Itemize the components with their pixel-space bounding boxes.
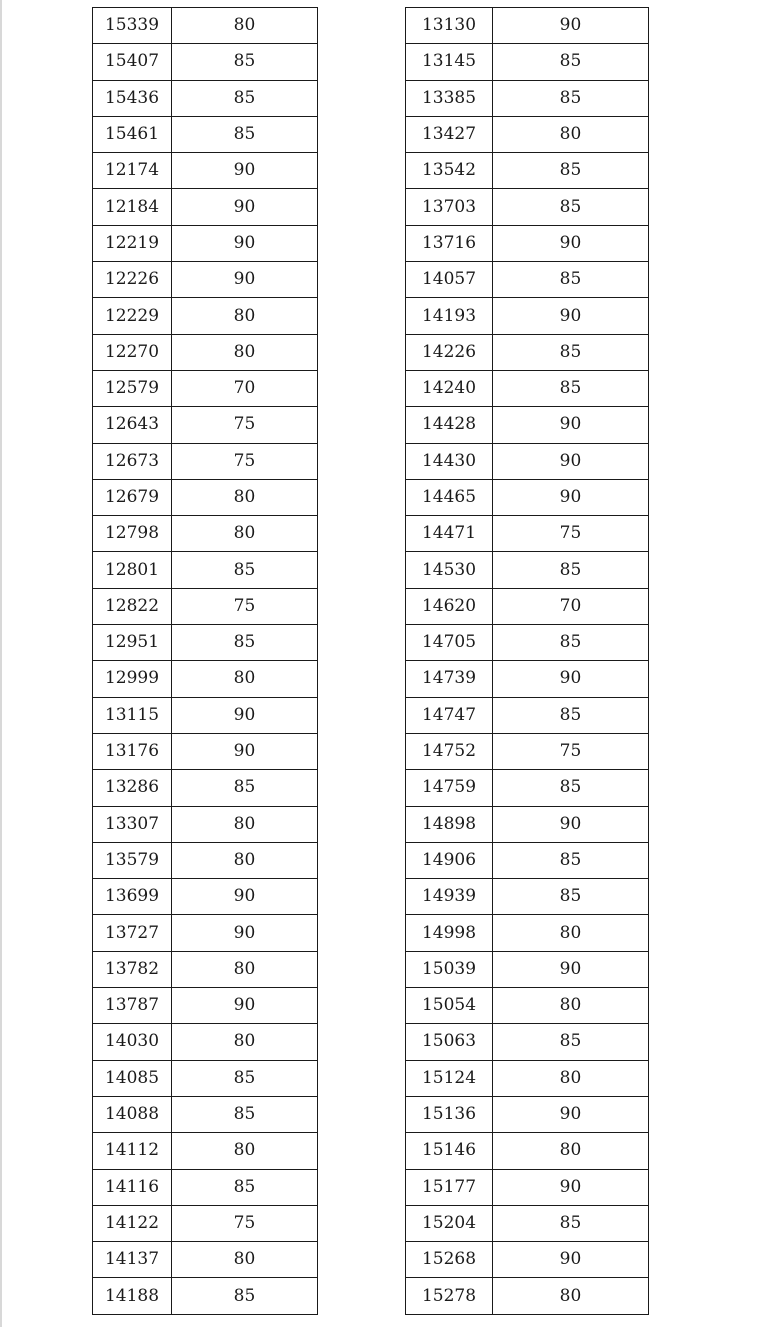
id-cell: 14739 bbox=[406, 661, 493, 697]
table-row bbox=[406, 1133, 649, 1169]
id-cell: 13579 bbox=[93, 842, 172, 878]
table-row bbox=[93, 733, 318, 769]
table-row bbox=[93, 116, 318, 152]
score-cell: 85 bbox=[172, 44, 318, 80]
score-cell: 80 bbox=[172, 1242, 318, 1278]
score-cell: 90 bbox=[493, 951, 649, 987]
id-cell: 12184 bbox=[93, 189, 172, 225]
table-row bbox=[93, 915, 318, 951]
table-row bbox=[93, 625, 318, 661]
table-row bbox=[406, 116, 649, 152]
score-cell: 75 bbox=[172, 1205, 318, 1241]
score-cell: 85 bbox=[172, 1169, 318, 1205]
id-cell: 14122 bbox=[93, 1205, 172, 1241]
score-cell: 85 bbox=[493, 770, 649, 806]
score-cell: 85 bbox=[493, 879, 649, 915]
table-row bbox=[93, 1278, 318, 1314]
id-cell: 14530 bbox=[406, 552, 493, 588]
id-cell: 14428 bbox=[406, 407, 493, 443]
score-cell: 90 bbox=[172, 697, 318, 733]
id-cell: 14939 bbox=[406, 879, 493, 915]
table-row bbox=[93, 407, 318, 443]
score-cell: 85 bbox=[493, 334, 649, 370]
score-cell: 85 bbox=[493, 189, 649, 225]
id-cell: 15054 bbox=[406, 988, 493, 1024]
table-row bbox=[406, 516, 649, 552]
table-row bbox=[93, 770, 318, 806]
table-row bbox=[93, 8, 318, 44]
score-cell: 80 bbox=[172, 806, 318, 842]
id-cell: 12679 bbox=[93, 479, 172, 515]
score-cell: 90 bbox=[493, 298, 649, 334]
id-cell: 12579 bbox=[93, 370, 172, 406]
id-cell: 14137 bbox=[93, 1242, 172, 1278]
id-cell: 12822 bbox=[93, 588, 172, 624]
score-cell: 85 bbox=[493, 262, 649, 298]
table-row bbox=[93, 262, 318, 298]
id-cell: 15136 bbox=[406, 1096, 493, 1132]
table-row bbox=[93, 661, 318, 697]
score-cell: 80 bbox=[172, 516, 318, 552]
score-cell: 75 bbox=[172, 443, 318, 479]
table-row bbox=[406, 1242, 649, 1278]
table-row bbox=[93, 443, 318, 479]
table-row bbox=[93, 806, 318, 842]
score-cell: 90 bbox=[493, 661, 649, 697]
table-row bbox=[406, 588, 649, 624]
score-cell: 80 bbox=[172, 479, 318, 515]
table-row bbox=[93, 1242, 318, 1278]
id-cell: 14240 bbox=[406, 370, 493, 406]
id-cell: 14471 bbox=[406, 516, 493, 552]
id-cell: 14193 bbox=[406, 298, 493, 334]
table-row bbox=[406, 697, 649, 733]
id-cell: 14085 bbox=[93, 1060, 172, 1096]
table-row bbox=[93, 588, 318, 624]
id-cell: 15339 bbox=[93, 8, 172, 44]
score-cell: 80 bbox=[493, 1133, 649, 1169]
score-cell: 85 bbox=[172, 552, 318, 588]
id-cell: 15268 bbox=[406, 1242, 493, 1278]
id-cell: 13703 bbox=[406, 189, 493, 225]
score-cell: 85 bbox=[493, 625, 649, 661]
id-cell: 12174 bbox=[93, 153, 172, 189]
table-row bbox=[93, 44, 318, 80]
id-cell: 14705 bbox=[406, 625, 493, 661]
table-row bbox=[93, 842, 318, 878]
score-cell: 80 bbox=[172, 8, 318, 44]
id-cell: 14188 bbox=[93, 1278, 172, 1314]
score-cell: 90 bbox=[172, 733, 318, 769]
id-cell: 13286 bbox=[93, 770, 172, 806]
score-cell: 80 bbox=[172, 1133, 318, 1169]
table-row bbox=[93, 189, 318, 225]
score-cell: 80 bbox=[493, 1060, 649, 1096]
id-cell: 14226 bbox=[406, 334, 493, 370]
table-row bbox=[93, 1096, 318, 1132]
table-row bbox=[406, 915, 649, 951]
id-cell: 14906 bbox=[406, 842, 493, 878]
table-row bbox=[93, 1060, 318, 1096]
id-cell: 12999 bbox=[93, 661, 172, 697]
id-cell: 13782 bbox=[93, 951, 172, 987]
score-cell: 85 bbox=[172, 770, 318, 806]
score-cell: 90 bbox=[172, 262, 318, 298]
score-cell: 90 bbox=[172, 988, 318, 1024]
score-cell: 80 bbox=[172, 1024, 318, 1060]
table-row bbox=[406, 806, 649, 842]
table-row bbox=[93, 1205, 318, 1241]
id-cell: 14620 bbox=[406, 588, 493, 624]
table-row bbox=[93, 334, 318, 370]
table-row bbox=[93, 516, 318, 552]
score-cell: 90 bbox=[172, 189, 318, 225]
id-cell: 15146 bbox=[406, 1133, 493, 1169]
score-cell: 85 bbox=[493, 697, 649, 733]
id-cell: 14747 bbox=[406, 697, 493, 733]
id-cell: 12219 bbox=[93, 225, 172, 261]
id-cell: 13145 bbox=[406, 44, 493, 80]
table-row bbox=[406, 625, 649, 661]
id-cell: 14112 bbox=[93, 1133, 172, 1169]
id-cell: 12798 bbox=[93, 516, 172, 552]
table-row bbox=[93, 1133, 318, 1169]
table-row bbox=[93, 697, 318, 733]
table-row bbox=[93, 479, 318, 515]
table-row bbox=[406, 225, 649, 261]
score-cell: 90 bbox=[493, 1242, 649, 1278]
table-row bbox=[93, 951, 318, 987]
score-cell: 80 bbox=[172, 842, 318, 878]
score-cell: 75 bbox=[172, 407, 318, 443]
table-row bbox=[406, 661, 649, 697]
table-row bbox=[406, 262, 649, 298]
id-cell: 15436 bbox=[93, 80, 172, 116]
table-row bbox=[406, 770, 649, 806]
score-cell: 90 bbox=[493, 1169, 649, 1205]
score-cell: 85 bbox=[172, 116, 318, 152]
score-cell: 90 bbox=[493, 225, 649, 261]
score-cell: 85 bbox=[493, 153, 649, 189]
score-cell: 80 bbox=[172, 661, 318, 697]
table-row bbox=[406, 988, 649, 1024]
id-cell: 15461 bbox=[93, 116, 172, 152]
id-cell: 13427 bbox=[406, 116, 493, 152]
score-cell: 90 bbox=[493, 407, 649, 443]
table-row bbox=[406, 44, 649, 80]
id-cell: 14088 bbox=[93, 1096, 172, 1132]
score-table-left bbox=[92, 7, 318, 1315]
id-cell: 14057 bbox=[406, 262, 493, 298]
page-edge-line bbox=[0, 0, 2, 1327]
table-row bbox=[406, 443, 649, 479]
score-cell: 85 bbox=[493, 370, 649, 406]
table-row bbox=[406, 733, 649, 769]
score-cell: 90 bbox=[172, 879, 318, 915]
id-cell: 12801 bbox=[93, 552, 172, 588]
score-cell: 80 bbox=[493, 116, 649, 152]
id-cell: 14116 bbox=[93, 1169, 172, 1205]
table-row bbox=[406, 8, 649, 44]
id-cell: 13176 bbox=[93, 733, 172, 769]
score-cell: 75 bbox=[493, 516, 649, 552]
id-cell: 13727 bbox=[93, 915, 172, 951]
table-row bbox=[406, 479, 649, 515]
id-cell: 15039 bbox=[406, 951, 493, 987]
score-cell: 85 bbox=[493, 1024, 649, 1060]
table-row bbox=[406, 334, 649, 370]
score-cell: 80 bbox=[493, 1278, 649, 1314]
id-cell: 14030 bbox=[93, 1024, 172, 1060]
score-cell: 80 bbox=[172, 951, 318, 987]
score-cell: 85 bbox=[172, 1096, 318, 1132]
table-row bbox=[93, 1024, 318, 1060]
score-cell: 70 bbox=[493, 588, 649, 624]
score-cell: 85 bbox=[172, 1060, 318, 1096]
score-cell: 85 bbox=[493, 552, 649, 588]
table-row bbox=[93, 1169, 318, 1205]
id-cell: 14752 bbox=[406, 733, 493, 769]
table-row bbox=[406, 1096, 649, 1132]
score-cell: 85 bbox=[493, 842, 649, 878]
table-row bbox=[406, 842, 649, 878]
id-cell: 13307 bbox=[93, 806, 172, 842]
id-cell: 12226 bbox=[93, 262, 172, 298]
id-cell: 12270 bbox=[93, 334, 172, 370]
score-cell: 90 bbox=[493, 479, 649, 515]
table-row bbox=[93, 298, 318, 334]
table-row bbox=[93, 370, 318, 406]
score-cell: 90 bbox=[493, 8, 649, 44]
id-cell: 15177 bbox=[406, 1169, 493, 1205]
table-row bbox=[406, 370, 649, 406]
score-cell: 80 bbox=[172, 298, 318, 334]
table-row bbox=[93, 552, 318, 588]
id-cell: 14898 bbox=[406, 806, 493, 842]
id-cell: 13385 bbox=[406, 80, 493, 116]
id-cell: 14759 bbox=[406, 770, 493, 806]
score-cell: 90 bbox=[493, 1096, 649, 1132]
score-cell: 80 bbox=[493, 915, 649, 951]
table-row bbox=[93, 988, 318, 1024]
id-cell: 13115 bbox=[93, 697, 172, 733]
score-cell: 80 bbox=[493, 988, 649, 1024]
score-cell: 80 bbox=[172, 334, 318, 370]
score-cell: 85 bbox=[172, 1278, 318, 1314]
id-cell: 14465 bbox=[406, 479, 493, 515]
table-row bbox=[406, 153, 649, 189]
score-cell: 85 bbox=[493, 1205, 649, 1241]
id-cell: 15124 bbox=[406, 1060, 493, 1096]
table-row bbox=[93, 153, 318, 189]
score-cell: 85 bbox=[172, 80, 318, 116]
id-cell: 13787 bbox=[93, 988, 172, 1024]
table-row bbox=[406, 951, 649, 987]
score-cell: 85 bbox=[493, 80, 649, 116]
id-cell: 14430 bbox=[406, 443, 493, 479]
id-cell: 13542 bbox=[406, 153, 493, 189]
score-cell: 90 bbox=[172, 225, 318, 261]
id-cell: 15063 bbox=[406, 1024, 493, 1060]
id-cell: 13716 bbox=[406, 225, 493, 261]
score-cell: 90 bbox=[172, 153, 318, 189]
table-row bbox=[406, 407, 649, 443]
id-cell: 15278 bbox=[406, 1278, 493, 1314]
score-table-right bbox=[405, 7, 649, 1315]
score-cell: 75 bbox=[493, 733, 649, 769]
table-row bbox=[406, 1060, 649, 1096]
score-cell: 90 bbox=[172, 915, 318, 951]
score-cell: 85 bbox=[493, 44, 649, 80]
table-row bbox=[406, 1024, 649, 1060]
score-cell: 70 bbox=[172, 370, 318, 406]
table-row bbox=[406, 298, 649, 334]
score-cell: 75 bbox=[172, 588, 318, 624]
table-row bbox=[93, 879, 318, 915]
id-cell: 12643 bbox=[93, 407, 172, 443]
score-cell: 85 bbox=[172, 625, 318, 661]
table-row bbox=[406, 1205, 649, 1241]
score-cell: 90 bbox=[493, 806, 649, 842]
id-cell: 13130 bbox=[406, 8, 493, 44]
table-row bbox=[93, 225, 318, 261]
id-cell: 12229 bbox=[93, 298, 172, 334]
table-row bbox=[406, 1278, 649, 1314]
table-row bbox=[406, 879, 649, 915]
id-cell: 14998 bbox=[406, 915, 493, 951]
id-cell: 13699 bbox=[93, 879, 172, 915]
table-row bbox=[93, 80, 318, 116]
table-row bbox=[406, 552, 649, 588]
id-cell: 15407 bbox=[93, 44, 172, 80]
table-row bbox=[406, 80, 649, 116]
score-cell: 90 bbox=[493, 443, 649, 479]
id-cell: 12673 bbox=[93, 443, 172, 479]
table-row bbox=[406, 1169, 649, 1205]
id-cell: 12951 bbox=[93, 625, 172, 661]
table-row bbox=[406, 189, 649, 225]
id-cell: 15204 bbox=[406, 1205, 493, 1241]
